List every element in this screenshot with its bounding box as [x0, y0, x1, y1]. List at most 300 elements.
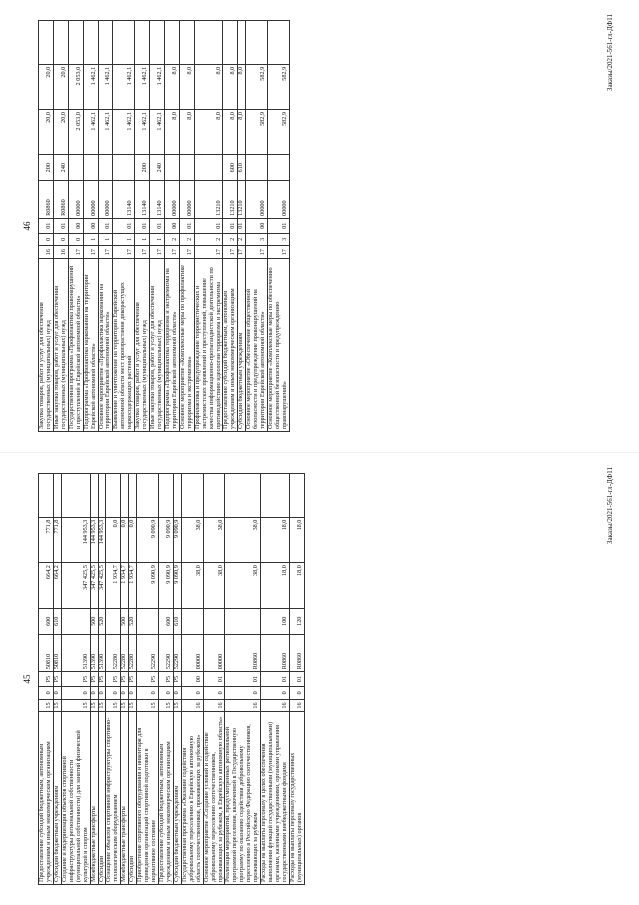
amount-year-1: 20,0	[53, 110, 68, 155]
code-expense-type	[246, 155, 268, 181]
amount-year-2: 8,0	[238, 64, 246, 109]
code-direction: 13140	[135, 181, 150, 219]
code-subprogram: 0	[225, 686, 261, 699]
amount-year-2: 1 462,1	[135, 64, 150, 109]
row-description: Основное мероприятие «Создание условий и содействие добровольному переселению соотечественников, проживающих за рубежом, в Еврейскую автономную область»	[203, 712, 225, 885]
code-subprogram: 0	[137, 686, 159, 699]
row-description: Выявление и уничтожение на территории Еврейской автономной области мест произрастания дикорастущих наркосодержащих растений	[113, 259, 135, 432]
code-expense-type	[98, 155, 113, 181]
amount-year-3	[129, 474, 137, 518]
code-direction: 52290	[137, 634, 159, 672]
code-direction: 00000	[83, 181, 98, 219]
amount-year-3	[53, 474, 61, 518]
table-row	[194, 21, 223, 432]
amount-year-2: 38,0	[181, 517, 203, 563]
amount-year-1: 664,2	[39, 563, 54, 609]
row-description: Субсидии бюджетным учреждениям	[53, 712, 61, 885]
amount-year-1: 8,0	[164, 110, 179, 155]
code-subprogram: 1	[150, 233, 165, 246]
code-subprogram: 3	[268, 233, 290, 246]
code-event: 01	[113, 218, 135, 233]
amount-year-3	[203, 474, 225, 518]
page-46	[0, 0, 639, 452]
code-program: 15	[173, 699, 181, 712]
page-number: 45	[22, 674, 32, 684]
code-expense-type: 610	[173, 608, 181, 634]
table-row	[181, 474, 203, 885]
code-event: 01	[98, 218, 113, 233]
code-expense-type	[194, 155, 223, 181]
code-expense-type: 610	[53, 608, 61, 634]
amount-year-2: 9 090,9	[137, 517, 159, 563]
code-event: 01	[203, 672, 225, 687]
code-direction: 00000	[246, 181, 268, 219]
amount-year-1: 2 053,0	[68, 110, 83, 155]
code-subprogram: 1	[83, 233, 98, 246]
code-subprogram: 0	[98, 686, 106, 699]
amount-year-3	[223, 21, 238, 65]
table-row	[150, 21, 165, 432]
row-description: Предоставление субсидий бюджетным, автономным учреждениям и иным некоммерческим организациям	[159, 712, 174, 885]
code-event: 01	[53, 218, 68, 233]
code-subprogram: 0	[129, 686, 137, 699]
amount-year-1: 347 425,5	[90, 563, 98, 609]
table-row	[135, 21, 150, 432]
code-expense-type: 240	[150, 155, 165, 181]
code-direction: R0860	[225, 634, 261, 672]
code-expense-type	[203, 608, 225, 634]
row-description: Закупка товаров, работ и услуг для обеспечения государственных (муниципальных) нужд	[39, 259, 54, 432]
code-subprogram: 0	[53, 233, 68, 246]
table-row	[39, 474, 54, 885]
code-direction: 00000	[98, 181, 113, 219]
amount-year-3	[90, 474, 98, 518]
amount-year-2: 144 953,3	[61, 517, 90, 563]
table-row	[106, 474, 121, 885]
table-row	[225, 474, 261, 885]
code-subprogram: 0	[159, 686, 174, 699]
code-direction: 13140	[150, 181, 165, 219]
code-subprogram: 0	[181, 686, 203, 699]
code-event: P5	[98, 672, 106, 687]
row-description: Расходы на выплаты персоналу государственных (муниципальных) органов	[289, 712, 304, 885]
amount-year-3	[121, 474, 129, 518]
table-row	[164, 21, 179, 432]
amount-year-1: 9 090,9	[159, 563, 174, 609]
code-program: 17	[135, 246, 150, 259]
row-description: Субсидии бюджетным учреждениям	[238, 259, 246, 432]
amount-year-3	[113, 21, 135, 65]
code-expense-type: 600	[39, 608, 54, 634]
code-direction: R0860	[53, 181, 68, 219]
amount-year-1: 9 090,9	[173, 563, 181, 609]
amount-year-1: 18,0	[261, 563, 290, 609]
row-description: Государственная программа «Профилактика правонарушений и преступлений в Еврейской автономной области»	[68, 259, 83, 432]
code-direction: 51390	[98, 634, 106, 672]
code-direction: 51390	[61, 634, 90, 672]
amount-year-3	[225, 474, 261, 518]
table-row	[53, 21, 68, 432]
amount-year-1: 1 462,1	[83, 110, 98, 155]
amount-year-1: 20,0	[39, 110, 54, 155]
table-row	[137, 474, 159, 885]
amount-year-2: 1 462,1	[83, 64, 98, 109]
row-description: Закупка товаров, работ и услуг для обеспечения государственных (муниципальных) нужд	[135, 259, 150, 432]
amount-year-2: 8,0	[194, 64, 223, 109]
row-description: Расходы на выплаты персоналу в целях обеспечения выполнения функций государственными (муниципальными) органами, казенными учреждениями, органами управления государственными внебюджетными фондами	[261, 712, 290, 885]
code-direction: 13140	[113, 181, 135, 219]
code-direction: 52280	[121, 634, 129, 672]
code-event: 00	[83, 218, 98, 233]
code-expense-type: 610	[238, 155, 246, 181]
amount-year-3	[61, 474, 90, 518]
page-number: 46	[22, 221, 32, 231]
table-row	[203, 474, 225, 885]
amount-year-1: 347 425,5	[61, 563, 90, 609]
amount-year-3	[39, 474, 54, 518]
row-description: Основное мероприятие «Профилактика наркомании на территории Еврейской автономной области»	[98, 259, 113, 432]
amount-year-3	[98, 21, 113, 65]
code-direction: 00000	[268, 181, 290, 219]
code-event: 01	[225, 672, 261, 687]
code-subprogram: 0	[261, 686, 290, 699]
code-subprogram: 0	[61, 686, 90, 699]
code-event: 01	[289, 672, 304, 687]
row-description: Основное мероприятие «Комплексные меры по обеспечению общественной безопасности и предупреждению правонарушений»	[268, 259, 290, 432]
code-expense-type	[164, 155, 179, 181]
amount-year-3	[83, 21, 98, 65]
row-description: Создание и модернизация объектов спортивной инфраструктуры региональной собственности (муниципальной собственности) для занятий физической культурой и спортом	[61, 712, 90, 885]
table-row	[289, 474, 304, 885]
amount-year-2: 18,0	[261, 517, 290, 563]
table-row	[261, 474, 290, 885]
code-event: 00	[68, 218, 83, 233]
code-program: 16	[53, 246, 68, 259]
budget-table	[38, 473, 305, 885]
amount-year-3	[39, 21, 54, 65]
code-program: 15	[53, 699, 61, 712]
row-description: Реализация мероприятий, предусмотренных региональной программой переселения, включенной в Государственную программу по оказанию содействия добровольному переселению в Российскую Федерацию соотечественников, проживающих за рубежом	[225, 712, 261, 885]
table-row	[61, 474, 90, 885]
code-expense-type: 520	[129, 608, 137, 634]
code-subprogram: 0	[106, 686, 121, 699]
code-subprogram: 3	[246, 233, 268, 246]
code-expense-type	[68, 155, 83, 181]
code-direction: 52290	[173, 634, 181, 672]
code-expense-type: 520	[98, 608, 106, 634]
code-expense-type: 500	[90, 608, 98, 634]
code-event: 01	[268, 218, 290, 233]
amount-year-3	[289, 474, 304, 518]
amount-year-1: 1 462,1	[150, 110, 165, 155]
code-direction: 50810	[39, 634, 54, 672]
table-row	[83, 21, 98, 432]
code-subprogram: 0	[121, 686, 129, 699]
amount-year-2: 20,0	[53, 64, 68, 109]
amount-year-1: 8,0	[223, 110, 238, 155]
code-program: 17	[246, 246, 268, 259]
amount-year-2: 0,0	[106, 517, 121, 563]
code-program: 16	[261, 699, 290, 712]
code-event: 01	[179, 218, 194, 233]
amount-year-2: 8,0	[164, 64, 179, 109]
table-row	[39, 21, 54, 432]
code-subprogram: 2	[164, 233, 179, 246]
amount-year-1: 1 934,7	[106, 563, 121, 609]
row-description: Основное мероприятие «Комплексные меры по профилактике терроризма и экстремизма»	[179, 259, 194, 432]
amount-year-1: 38,0	[181, 563, 203, 609]
code-subprogram: 0	[39, 233, 54, 246]
amount-year-2: 9 090,9	[173, 517, 181, 563]
amount-year-3	[159, 474, 174, 518]
amount-year-3	[137, 474, 159, 518]
code-program: 15	[159, 699, 174, 712]
row-description: Предоставление субсидий бюджетным, автономным учреждениям и иным некоммерческим организациям	[39, 712, 54, 885]
code-direction: 13210	[238, 181, 246, 219]
table-row	[179, 21, 194, 432]
amount-year-3	[98, 474, 106, 518]
code-program: 15	[121, 699, 129, 712]
code-event: P5	[39, 672, 54, 687]
code-program: 16	[39, 246, 54, 259]
code-event: 01	[261, 672, 290, 687]
code-direction: R0860	[289, 634, 304, 672]
amount-year-3	[181, 474, 203, 518]
amount-year-2: 20,0	[39, 64, 54, 109]
code-direction: 50810	[53, 634, 61, 672]
amount-year-2: 0,0	[129, 517, 137, 563]
code-subprogram: 2	[223, 233, 238, 246]
table-row	[268, 21, 290, 432]
code-subprogram: 0	[68, 233, 83, 246]
code-subprogram: 0	[53, 686, 61, 699]
code-event: 01	[238, 218, 246, 233]
code-direction: 00000	[179, 181, 194, 219]
code-expense-type	[113, 155, 135, 181]
amount-year-3	[261, 474, 290, 518]
code-event: 01	[223, 218, 238, 233]
page-46-rotated-content	[20, 6, 620, 446]
page-45-rotated-content	[20, 459, 620, 899]
amount-year-2: 8,0	[179, 64, 194, 109]
table-row	[90, 474, 98, 885]
code-expense-type: 600	[223, 155, 238, 181]
amount-year-3	[194, 21, 223, 65]
code-event: P5	[173, 672, 181, 687]
code-program: 17	[113, 246, 135, 259]
code-direction: 00000	[203, 634, 225, 672]
row-description: Основное мероприятие «Обеспечение общественной безопасности и предупреждение правонарушений на территории Еврейской автономной области»	[246, 259, 268, 432]
amount-year-1: 38,0	[203, 563, 225, 609]
code-expense-type	[83, 155, 98, 181]
amount-year-1: 18,0	[289, 563, 304, 609]
code-expense-type: 200	[39, 155, 54, 181]
amount-year-2: 8,0	[223, 64, 238, 109]
amount-year-1: 582,9	[268, 110, 290, 155]
amount-year-2: 582,9	[268, 64, 290, 109]
code-event: P5	[53, 672, 61, 687]
code-program: 17	[223, 246, 238, 259]
code-program: 17	[98, 246, 113, 259]
code-expense-type: 500	[121, 608, 129, 634]
code-subprogram: 2	[194, 233, 223, 246]
amount-year-3	[179, 21, 194, 65]
amount-year-3	[173, 474, 181, 518]
code-program: 15	[137, 699, 159, 712]
amount-year-2: 2 053,0	[68, 64, 83, 109]
row-description: Субсидии бюджетным учреждениям	[173, 712, 181, 885]
amount-year-2: 771,8	[53, 517, 61, 563]
code-event: 01	[135, 218, 150, 233]
row-description: Межбюджетные трансферты	[90, 712, 98, 885]
amount-year-2: 9 090,9	[159, 517, 174, 563]
table-row	[68, 21, 83, 432]
amount-year-1: 1 934,7	[121, 563, 129, 609]
amount-year-2: 18,0	[289, 517, 304, 563]
amount-year-2: 38,0	[225, 517, 261, 563]
row-description: Субсидии	[98, 712, 106, 885]
code-program: 15	[90, 699, 98, 712]
code-program: 17	[268, 246, 290, 259]
code-event: P5	[121, 672, 129, 687]
code-expense-type	[225, 608, 261, 634]
amount-year-3	[68, 21, 83, 65]
code-program: 15	[61, 699, 90, 712]
table-row	[113, 21, 135, 432]
code-event: 01	[194, 218, 223, 233]
code-event: 01	[150, 218, 165, 233]
code-program: 17	[179, 246, 194, 259]
footer-code: Заказы/2021-561-гл-ДФ11	[606, 14, 614, 91]
code-direction: 13210	[194, 181, 223, 219]
code-subprogram: 0	[203, 686, 225, 699]
amount-year-2: 1 462,1	[150, 64, 165, 109]
code-event: 01	[39, 218, 54, 233]
code-event: 00	[164, 218, 179, 233]
code-event: 00	[246, 218, 268, 233]
code-expense-type	[106, 608, 121, 634]
code-expense-type	[137, 608, 159, 634]
amount-year-1: 8,0	[179, 110, 194, 155]
code-expense-type	[181, 608, 203, 634]
code-expense-type	[61, 608, 90, 634]
code-direction: 52290	[159, 634, 174, 672]
amount-year-3	[238, 21, 246, 65]
table-row	[159, 474, 174, 885]
row-description: Государственная программа «Оказание содействия добровольному переселению в Еврейскую автономную область соотечественников, проживающих за рубежом»	[181, 712, 203, 885]
code-direction: 13210	[223, 181, 238, 219]
row-description: Иные закупки товаров, работ и услуг для обеспечения государственных (муниципальных) нужд	[150, 259, 165, 432]
amount-year-2: 1 462,1	[113, 64, 135, 109]
row-description: Профилактика и предупреждение террористических и экстремистских проявлений и преступлений, повышение качества информационно-пропагандистской деятельности по противодействию идеологии терроризма и экстремизма	[194, 259, 223, 432]
row-description: Предоставление субсидий бюджетным, автономным учреждениям и иным некоммерческим организациям	[223, 259, 238, 432]
code-subprogram: 1	[98, 233, 113, 246]
amount-year-3	[268, 21, 290, 65]
table-row	[98, 21, 113, 432]
code-program: 16	[289, 699, 304, 712]
code-expense-type: 100	[261, 608, 290, 634]
code-event: P5	[90, 672, 98, 687]
amount-year-3	[106, 474, 121, 518]
amount-year-1: 9 090,9	[137, 563, 159, 609]
amount-year-1: 1 462,1	[98, 110, 113, 155]
code-direction: 52280	[129, 634, 137, 672]
code-expense-type	[268, 155, 290, 181]
code-program: 16	[225, 699, 261, 712]
code-subprogram: 2	[179, 233, 194, 246]
row-description: Субсидии	[129, 712, 137, 885]
amount-year-2: 0,0	[121, 517, 129, 563]
code-expense-type: 600	[159, 608, 174, 634]
code-direction: 51390	[90, 634, 98, 672]
code-program: 17	[83, 246, 98, 259]
code-program: 17	[68, 246, 83, 259]
code-expense-type: 120	[289, 608, 304, 634]
row-description: Оснащение объектов спортивной инфраструктуры спортивно-технологическим оборудованием	[106, 712, 121, 885]
code-direction: R0860	[261, 634, 290, 672]
amount-year-1: 664,2	[53, 563, 61, 609]
code-direction: 00000	[181, 634, 203, 672]
code-subprogram: 2	[238, 233, 246, 246]
amount-year-1: 38,0	[225, 563, 261, 609]
code-event: P5	[61, 672, 90, 687]
code-program: 17	[150, 246, 165, 259]
amount-year-2: 1 462,1	[98, 64, 113, 109]
code-direction: 00000	[164, 181, 179, 219]
code-event: P5	[129, 672, 137, 687]
amount-year-1: 1 934,7	[129, 563, 137, 609]
code-program: 16	[203, 699, 225, 712]
footer-code: Заказы/2021-561-гл-ДФ11	[606, 467, 614, 544]
amount-year-2: 771,8	[39, 517, 54, 563]
code-subprogram: 0	[289, 686, 304, 699]
code-event: 00	[181, 672, 203, 687]
code-event: P5	[137, 672, 159, 687]
amount-year-3	[53, 21, 68, 65]
code-program: 15	[129, 699, 137, 712]
amount-year-3	[164, 21, 179, 65]
amount-year-3	[150, 21, 165, 65]
code-expense-type: 240	[53, 155, 68, 181]
code-program: 17	[164, 246, 179, 259]
amount-year-3	[246, 21, 268, 65]
code-direction: R0860	[39, 181, 54, 219]
table-row	[223, 21, 238, 432]
amount-year-1: 347 425,5	[98, 563, 106, 609]
code-direction: 52280	[106, 634, 121, 672]
amount-year-1: 8,0	[238, 110, 246, 155]
code-subprogram: 0	[39, 686, 54, 699]
amount-year-1: 582,9	[246, 110, 268, 155]
amount-year-1: 1 462,1	[113, 110, 135, 155]
amount-year-2: 38,0	[203, 517, 225, 563]
code-program: 15	[98, 699, 106, 712]
code-program: 17	[194, 246, 223, 259]
table-row	[246, 21, 268, 432]
code-expense-type: 200	[135, 155, 150, 181]
row-description: Подпрограмма «Профилактика терроризма и экстремизма на территории Еврейской автономной области»	[164, 259, 179, 432]
code-event: P5	[106, 672, 121, 687]
code-expense-type	[179, 155, 194, 181]
code-direction: 00000	[68, 181, 83, 219]
amount-year-2: 582,9	[246, 64, 268, 109]
code-program: 15	[106, 699, 121, 712]
row-description: Подпрограмма «Профилактика наркомании на территории Еврейской автономной области»	[83, 259, 98, 432]
row-description: Иные закупки товаров, работ и услуг для обеспечения государственных (муниципальных) нужд	[53, 259, 68, 432]
code-event: P5	[159, 672, 174, 687]
amount-year-1: 1 462,1	[135, 110, 150, 155]
code-subprogram: 0	[173, 686, 181, 699]
